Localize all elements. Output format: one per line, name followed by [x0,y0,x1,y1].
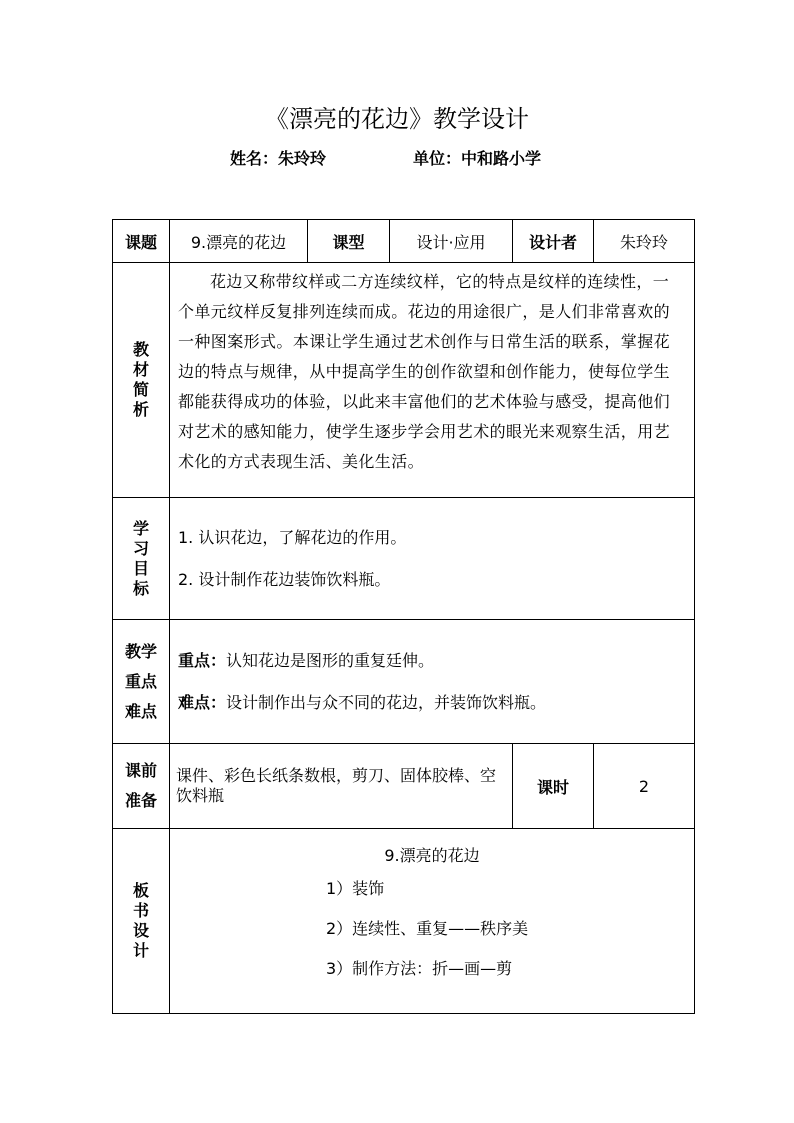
key-point [178,640,694,682]
material-label-char: 简 [132,380,149,399]
goals-label-char: 标 [132,578,149,598]
board-label [113,829,170,1014]
goals-label-char: 习 [132,538,149,558]
author-name: 姓名：朱玲玲 [230,149,327,168]
goals-label-char: 学 [132,518,149,538]
board-title: 9.漂亮的花边 [384,846,480,865]
goal-item: 1. 认识花边，了解花边的作用。 [178,527,407,547]
table-row-focus [113,620,695,744]
table-row-material [113,263,695,498]
prep-label [113,744,170,829]
material-label [113,263,170,498]
designer-value: 朱玲玲 [594,220,695,263]
focus-label [113,620,170,744]
material-label-char: 析 [132,400,149,419]
topic-label: 课题 [113,220,170,263]
board-label-char: 设 [132,921,149,940]
author-line [0,147,794,171]
hours-value: 2 [594,744,695,829]
board-label-char: 书 [132,901,149,920]
focus-label-part: 教学 [124,641,157,661]
key-point-label: 重点： [178,650,227,670]
focus-label-part: 重点 [124,671,157,691]
lesson-plan-table [112,219,695,1014]
table-row-goals [113,498,695,620]
topic-value: 9.漂亮的花边 [170,220,308,263]
difficult-point-label: 难点： [178,692,227,712]
goals-label-char: 目 [132,558,149,578]
board-label-char: 板 [132,881,149,900]
board-line: 3）制作方法：折—画—剪 [326,959,513,978]
material-label-char: 教 [132,340,149,359]
designer-label: 设计者 [513,220,594,263]
material-label-char: 材 [132,360,149,379]
board-line: 2）连续性、重复——秩序美 [326,919,529,938]
hours-label: 课时 [513,744,594,829]
focus-content [170,620,695,744]
type-value: 设计·应用 [390,220,513,263]
prep-text: 课件、彩色长纸条数根，剪刀、固体胶棒、空饮料瓶 [170,744,513,829]
difficult-point [178,682,694,724]
prep-label-part: 课前 [124,761,157,780]
goals-label [113,498,170,620]
type-label: 课型 [308,220,390,263]
table-row-prep [113,744,695,829]
goals-content [170,498,695,620]
board-label-char: 计 [132,941,149,960]
board-content [170,829,695,1014]
table-row-topic [113,220,695,263]
document-title: 《漂亮的花边》教学设计 [265,105,529,133]
table-row-board [113,829,695,1014]
goal-item: 2. 设计制作花边装饰饮料瓶。 [178,569,391,589]
prep-label-part: 准备 [124,791,157,810]
material-text: 花边又称带纹样或二方连续纹样，它的特点是纹样的连续性，一个单元纹样反复排列连续而成。花边的用途很广，是人们非常喜欢的一种图案形式。本课让学生通过艺术创作与日常生活的联系，掌握花边的特点与规律，从中提高学生的创作欲望和创作能力，使每位学生都能获得成功的体验，以此来丰富他们的艺术体验与感受，提高他们对艺术的感知能力，使学生逐步学会用艺术的眼光来观察生活，用艺术化的方式表现生活、美化生活。 [170,263,695,498]
focus-label-part: 难点 [124,701,157,721]
board-line: 1）装饰 [326,879,385,898]
difficult-point-text: 设计制作出与众不同的花边，并装饰饮料瓶。 [226,692,547,712]
author-unit: 单位：中和路小学 [413,149,542,168]
key-point-text: 认知花边是图形的重复廷伸。 [226,650,435,670]
